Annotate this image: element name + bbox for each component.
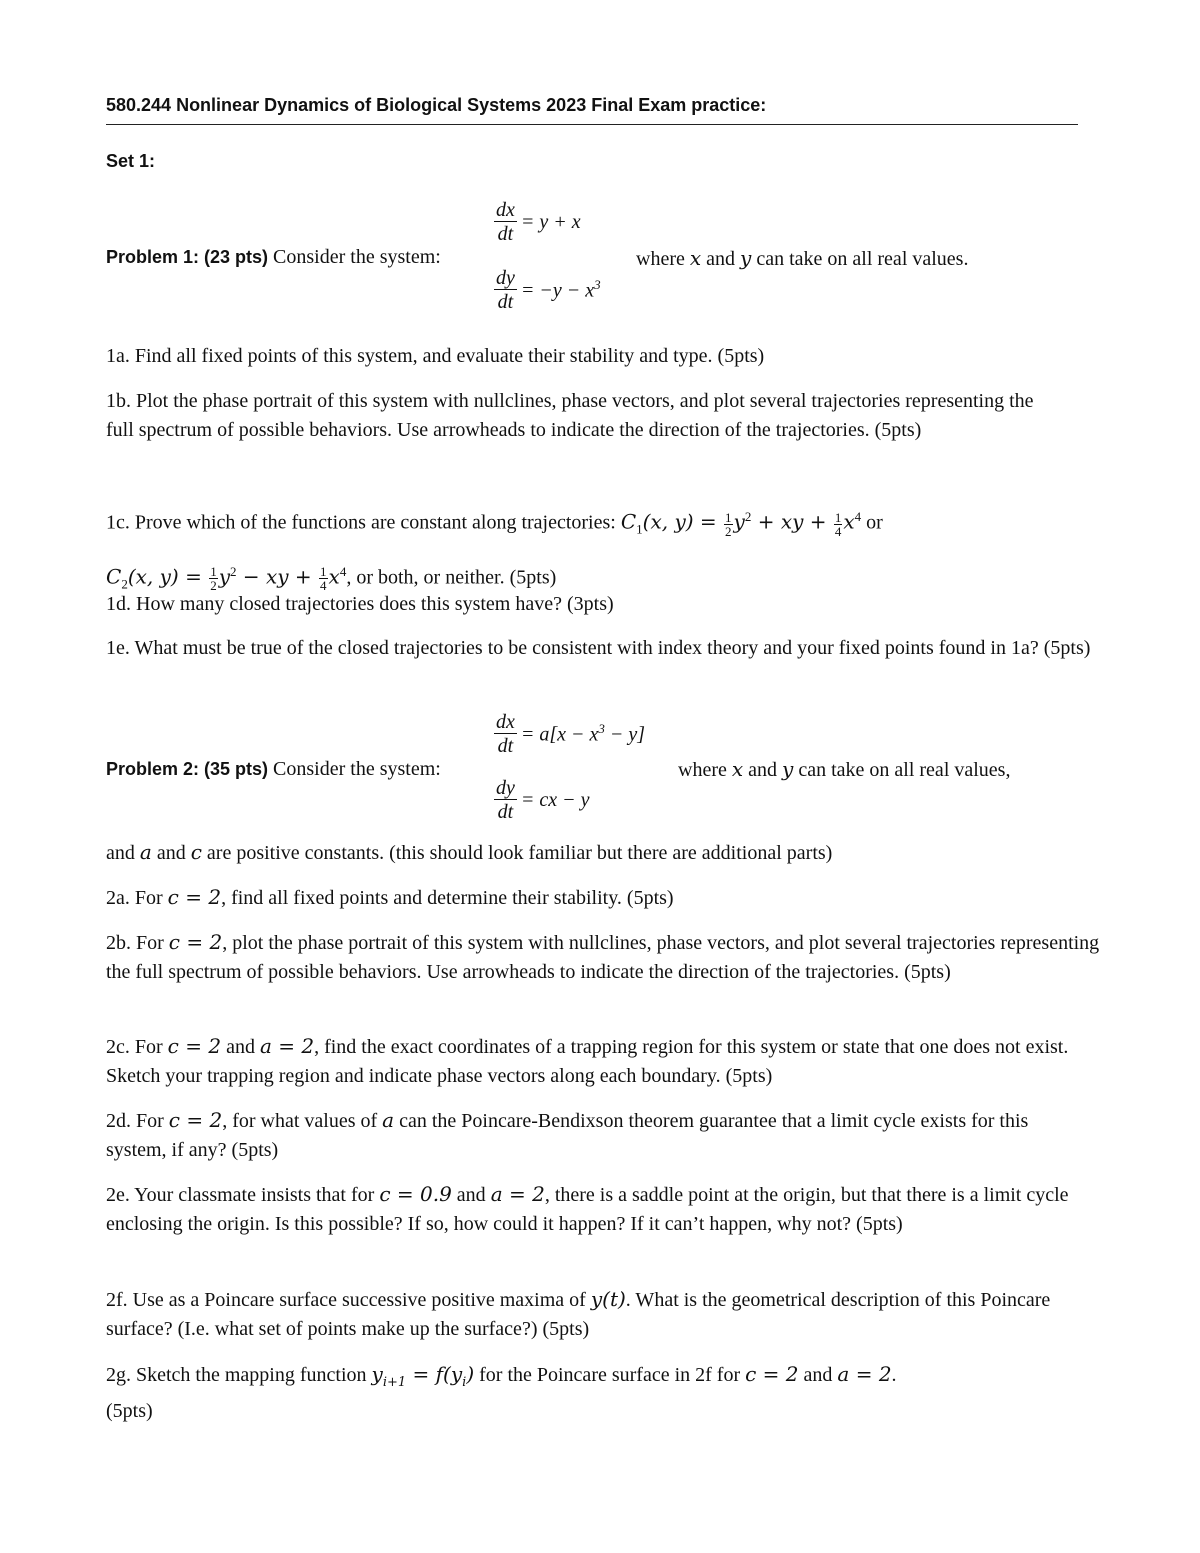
question-2d: 2d. For c = 2, for what values of a can the Poincare-Bendixson theorem guarantee that a limit cycle exists for this system, if any? (5pts) bbox=[106, 1108, 1029, 1161]
problem2-eq1-derivative: $\frac{dx}{dt}$ bbox=[496, 711, 515, 757]
problem1-label: Problem 1: bbox=[106, 247, 200, 267]
problem2-constants: and a and c are positive constants. (this should look familiar but there are additional parts) bbox=[106, 840, 833, 864]
question-1c: 1c. Prove which of the functions are constant along trajectories: $C_1(x$, y) = $\frac{1}{2}$ $y^2$ + xy + $\frac{1}{4}$ $x^4$ or $C_2(x$, y) = $\frac{1}{2}$ $y^2$ − xy + $\frac{1}{4}$ $x^4$, or both, or neither. (5pts) bbox=[106, 509, 883, 594]
problem1-eq2-rhs: = −y − x bbox=[520, 279, 595, 302]
problem1-eq2-derivative: $\frac{dy}{dt}$ bbox=[496, 267, 515, 313]
question-1e: 1e. What must be true of the closed trajectories to be consistent with index theory and your fixed points found in 1a? (5pts) bbox=[106, 637, 1091, 659]
problem2-intro: Consider the system: bbox=[273, 758, 441, 780]
question-2f: 2f. Use as a Poincare surface successive positive maxima of y(t). What is the geometrical description of this Poincare surface? (I.e. what set of points make up the surface?) (5pts) bbox=[106, 1287, 1051, 1340]
question-1a: 1a. Find all fixed points of this system, and evaluate their stability and type. (5pts) bbox=[106, 345, 765, 367]
question-1d: 1d. How many closed trajectories does this system have? (3pts) bbox=[106, 593, 614, 615]
problem1-intro: Consider the system: bbox=[273, 246, 441, 268]
problem1-eq1-derivative: $\frac{dx}{dt}$ bbox=[496, 199, 515, 245]
problem2-domain: where x and y can take on all real values, bbox=[678, 757, 1011, 781]
question-2a: 2a. For c = 2, find all fixed points and determine their stability. (5pts) bbox=[106, 885, 674, 909]
problem1-eq1 bbox=[494, 200, 581, 244]
problem2-heading bbox=[106, 758, 441, 781]
problem2-eq2-rhs: = cx − y bbox=[520, 788, 590, 811]
question-2e: 2e. Your classmate insists that for c = 0.9 and a = 2, there is a saddle point at the origin, but that there is a limit cycle enclosing the origin. Is this possible? If so, how could it happen? If it can’t happen, why not? (5pts) bbox=[106, 1182, 1069, 1235]
title-rule bbox=[106, 124, 1078, 125]
problem1-eq2: $\frac{dy}{dt}$ = $-y - x^3$ bbox=[496, 267, 601, 313]
exam-title: 580.244 Nonlinear Dynamics of Biological Systems 2023 Final Exam practice: bbox=[106, 95, 767, 115]
problem1-domain: where x and y can take on all real values. bbox=[636, 246, 969, 270]
problem2-label: Problem 2: bbox=[106, 759, 200, 779]
problem2-eq2-derivative: $\frac{dy}{dt}$ bbox=[496, 777, 515, 823]
problem1-heading bbox=[106, 246, 441, 269]
question-1b: 1b. Plot the phase portrait of this system with nullclines, phase vectors, and plot several trajectories representing the full spectrum of possible behaviors. Use arrowheads to indicate the direction of the trajectories. (5pts) bbox=[106, 390, 1034, 441]
question-2g: 2g. Sketch the mapping function $y_{i+1} = f(y_i)$ for the Poincare surface in 2f for c = 2 and a = 2. (5pts) bbox=[106, 1362, 897, 1422]
question-2c: 2c. For c = 2 and a = 2, find the exact coordinates of a trapping region for this system or state that one does not exist. Sketch your trapping region and indicate phase vectors along each boundary. (5pts) bbox=[106, 1034, 1069, 1087]
problem2-points: (35 pts) bbox=[204, 759, 269, 779]
problem2-eq1-rhs: = a[x − x bbox=[520, 723, 599, 746]
problem1-eq1-rhs: = y + x bbox=[520, 210, 581, 233]
question-2b: 2b. For c = 2, plot the phase portrait of this system with nullclines, phase vectors, and plot several trajectories representing the full spectrum of possible behaviors. Use arrowheads to indicate the direction of the trajectories. (5pts) bbox=[106, 930, 1100, 983]
problem1-points: (23 pts) bbox=[204, 247, 269, 267]
set-label: Set 1: bbox=[106, 151, 156, 171]
problem2-eq2 bbox=[494, 778, 590, 822]
problem2-eq1: $\frac{dx}{dt}$ = $a[x - x^3 - y]$ bbox=[496, 711, 646, 757]
